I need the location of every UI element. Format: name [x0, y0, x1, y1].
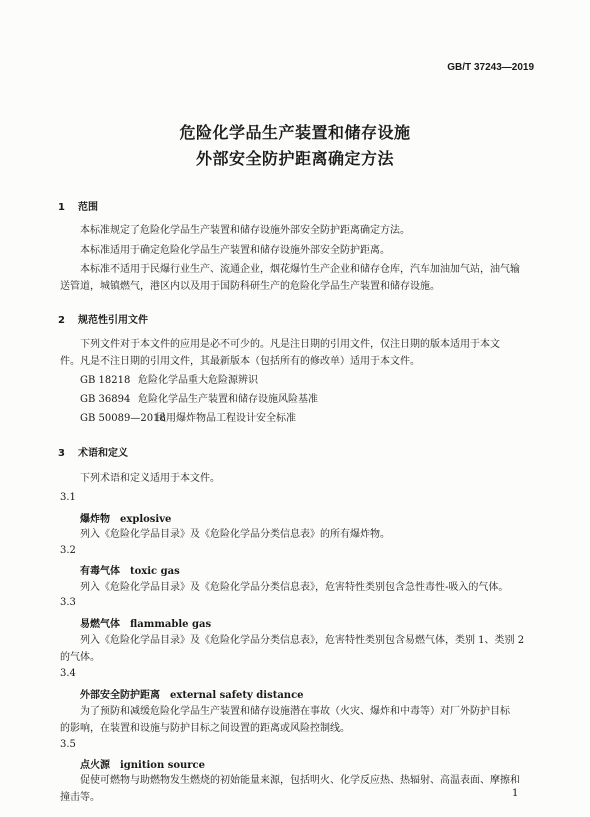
term-definition: 列入《危险化学品目录》及《危险化学品分类信息表》，危害特性类别包含急性毒性-吸入的气体。	[80, 582, 509, 593]
term-english: flammable gas	[130, 619, 212, 630]
term-chinese: 有毒气体	[80, 566, 120, 577]
reference-code: GB 18218	[80, 375, 131, 386]
term-definition: 列入《危险化学品目录》及《危险化学品分类信息表》的所有爆炸物。	[80, 529, 390, 540]
page-number: 1	[512, 788, 519, 799]
term-english: toxic gas	[130, 566, 180, 577]
term-number: 3.3	[60, 597, 76, 608]
reference-title: 民用爆炸物品工程设计安全标准	[156, 413, 296, 424]
section-2-heading	[58, 311, 148, 326]
term-number: 3.5	[60, 739, 76, 750]
reference-item	[80, 410, 560, 427]
term-heading	[80, 615, 211, 630]
section-number: 3	[58, 448, 65, 459]
normative-paragraph-line-2: 件。凡是不注日期的引用文件，其最新版本（包括所有的修改单）适用于本文件。	[60, 356, 420, 367]
reference-item	[80, 391, 560, 408]
standard-code: GB/T 37243—2019	[447, 62, 534, 73]
term-definition-line-1: 为了预防和减缓危险化学品生产装置和储存设施潜在事故（火灾、爆炸和中毒等）对厂外防护目标	[80, 706, 510, 717]
term-definition-line-1: 促使可燃物与助燃物发生燃烧的初始能量来源，包括明火、化学反应热、热辐射、高温表面、摩擦和	[80, 775, 520, 786]
term-english: external safety distance	[170, 690, 304, 701]
term-number: 3.4	[60, 668, 76, 679]
term-number: 3.1	[60, 492, 76, 503]
term-chinese: 易燃气体	[80, 619, 120, 630]
normative-paragraph-line-1: 下列文件对于本文件的应用是必不可少的。凡是注日期的引用文件，仅注日期的版本适用于本文	[80, 339, 500, 350]
title-line-1: 危险化学品生产装置和储存设施	[179, 123, 411, 142]
term-heading	[80, 562, 180, 577]
reference-title: 危险化学品生产装置和储存设施风险基准	[138, 394, 318, 405]
scope-paragraph-1: 本标准规定了危险化学品生产装置和储存设施外部安全防护距离确定方法。	[80, 225, 410, 236]
term-heading	[80, 756, 205, 771]
reference-code: GB 50089—2018	[80, 413, 166, 424]
title-line-2: 外部安全防护距离确定方法	[195, 149, 394, 168]
terms-intro: 下列术语和定义适用于本文件。	[80, 473, 220, 484]
scope-paragraph-3-line-1: 本标准不适用于民爆行业生产、流通企业，烟花爆竹生产企业和储存仓库，汽车加油加气站，油气输	[80, 264, 520, 275]
section-number: 1	[58, 202, 65, 213]
scope-paragraph-3-line-2: 送管道，城镇燃气，港区内以及用于国防科研生产的危险化学品生产装置和储存设施。	[60, 281, 440, 292]
scope-paragraph-2: 本标准适用于确定危险化学品生产装置和储存设施外部安全防护距离。	[80, 245, 390, 256]
term-definition-line-2: 撞击等。	[60, 792, 100, 803]
section-3-heading	[58, 444, 128, 459]
term-chinese: 爆炸物	[80, 514, 110, 525]
term-definition-line-2: 的气体。	[60, 652, 100, 663]
term-definition-line-1: 列入《危险化学品目录》及《危险化学品分类信息表》，危害特性类别包含易燃气体，类别 1、类别 2	[80, 635, 525, 646]
term-heading	[80, 510, 171, 525]
section-title: 范围	[78, 202, 98, 213]
section-title: 术语和定义	[78, 448, 128, 459]
section-title: 规范性引用文件	[78, 315, 148, 326]
reference-code: GB 36894	[80, 394, 131, 405]
term-definition-line-2: 的影响，在装置和设施与防护目标之间设置的距离或风险控制线。	[60, 723, 350, 734]
term-english: explosive	[120, 514, 172, 525]
term-chinese: 外部安全防护距离	[80, 690, 160, 701]
term-chinese: 点火源	[80, 760, 110, 771]
term-heading	[80, 686, 304, 701]
term-english: ignition source	[120, 760, 205, 771]
section-1-heading	[58, 198, 98, 213]
reference-title: 危险化学品重大危险源辨识	[138, 375, 258, 386]
section-number: 2	[58, 315, 65, 326]
term-number: 3.2	[60, 545, 76, 556]
reference-item	[80, 372, 560, 389]
